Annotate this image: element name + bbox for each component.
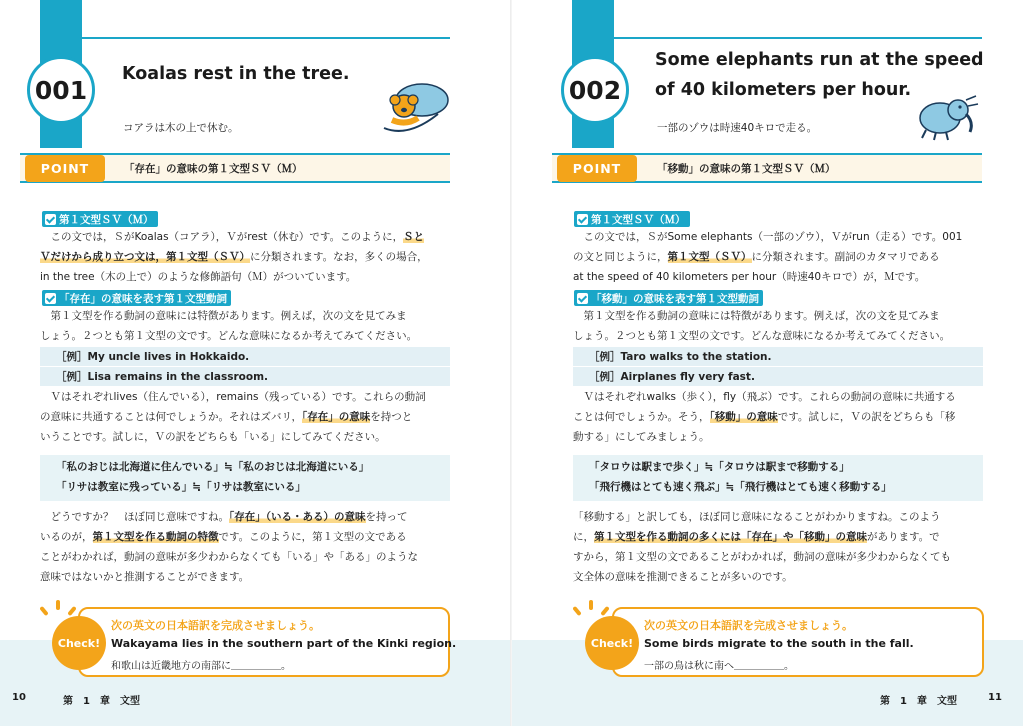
check-english: Some birds migrate to the south in the fall. <box>644 637 914 650</box>
top-rule <box>40 37 450 39</box>
highlight: 「存在」（いる・ある）の意味 <box>229 511 366 523</box>
example-1: ［例］Taro walks to the station. <box>589 351 772 363</box>
right-page <box>512 0 1023 726</box>
chapter-label: 第 1 章 文型 <box>880 696 957 707</box>
highlight: 「移動」の意味 <box>709 411 778 423</box>
checkbox-icon <box>45 214 56 225</box>
point-badge: POINT <box>557 155 637 182</box>
check-japanese: 和歌山は近畿地方の南部に＿＿＿＿＿。 <box>111 661 291 672</box>
body-line: Ｖはそれぞれlives（住んでいる），remains（残っている）です。これらの動詞 <box>40 391 426 403</box>
sentence-title-line-1: Some elephants run at the speed <box>655 50 984 70</box>
body-line <box>40 410 412 424</box>
spark-icon <box>39 606 48 616</box>
spark-icon <box>572 606 581 616</box>
text: の意味に共通することは何でしょうか。それはズバリ， <box>40 411 302 423</box>
body-line: 第１文型を作る動詞の意味には特徴があります。例えば，次の文を見てみま <box>40 310 407 322</box>
koala-illustration <box>378 78 452 138</box>
spark-icon <box>56 600 60 610</box>
spark-icon <box>600 606 609 616</box>
example-2: ［例］Lisa remains in the classroom. <box>56 371 269 383</box>
check-badge: Check! <box>585 616 639 670</box>
text: の文と同じように， <box>573 251 668 263</box>
check-english: Wakayama lies in the southern part of the Kinki region. <box>111 637 457 650</box>
text: ことは何でしょうか。そう， <box>573 411 710 423</box>
point-text: 「移動」の意味の第１文型ＳＶ（Ｍ） <box>657 163 836 175</box>
body-line: しょう。２つとも第１文型の文です。どんな意味になるか考えてみてください。 <box>40 330 418 342</box>
body-line <box>40 510 408 524</box>
text: があります。で <box>867 531 940 543</box>
check-badge: Check! <box>52 616 106 670</box>
comparison-1: 「タロウは駅まで歩く」≒「タロウは駅まで移動する」 <box>589 461 850 473</box>
checkbox-icon <box>45 293 56 304</box>
text: です。このように，第１文型の文である <box>218 531 407 543</box>
body-line <box>573 530 940 544</box>
heading-movement-verbs <box>574 290 763 306</box>
point-badge: POINT <box>25 155 105 182</box>
comparison-2: 「飛行機はとても速く飛ぶ」≒「飛行機はとても速く移動する」 <box>589 481 892 493</box>
body-line: 「移動する」と訳しても，ほぼ同じ意味になることがわかりますね。このよう <box>573 511 941 523</box>
sentence-number: 001 <box>27 56 95 124</box>
body-line <box>40 530 407 544</box>
text: に分類されます。副詞のカタマリである <box>751 251 940 263</box>
body-line: 第１文型を作る動詞の意味には特徴があります。例えば，次の文を見てみま <box>573 310 940 322</box>
checkbox-icon <box>577 214 588 225</box>
heading-sv <box>42 211 158 227</box>
text: を持つと <box>370 411 413 423</box>
text: です。試しに，Ｖの訳をどちらも「移 <box>777 411 956 423</box>
sentence-number: 002 <box>561 56 629 124</box>
heading-sv <box>574 211 690 227</box>
body-line: すから，第１文型の文であることがわかれば，動詞の意味が多少わからなくても <box>573 551 951 563</box>
example-2: ［例］Airplanes fly very fast. <box>589 371 755 383</box>
text: この文では，ＳがKoalas（コアラ），Ｖがrest（休む）です。このように， <box>40 231 404 243</box>
sentence-translation: コアラは木の上で休む。 <box>123 122 239 134</box>
sentence-title-line-2: of 40 kilometers per hour. <box>655 80 912 100</box>
example-1: ［例］My uncle lives in Hokkaido. <box>56 351 250 363</box>
heading-text: 「移動」の意味を表す第１文型動詞 <box>591 292 759 305</box>
left-page <box>0 0 511 726</box>
point-text: 「存在」の意味の第１文型ＳＶ（Ｍ） <box>124 163 303 175</box>
body-line: 意味ではないかと推測することができます。 <box>40 571 250 583</box>
heading-text: 第１文型ＳＶ（Ｍ） <box>591 213 686 226</box>
text: を持って <box>365 511 408 523</box>
highlight: 第１文型を作る動詞の特徴 <box>92 531 219 543</box>
text: に， <box>573 531 594 543</box>
body-line: いうことです。試しに，Ｖの訳をどちらも「いる」にしてみてください。 <box>40 431 386 443</box>
spark-icon <box>67 606 76 616</box>
heading-existence-verbs <box>42 290 231 306</box>
spark-icon <box>589 600 593 610</box>
highlight: Ｖだけから成り立つ文は，第１文型（ＳＶ） <box>40 251 250 263</box>
highlight: 第１文型（ＳＶ） <box>667 251 752 263</box>
sentence-translation: 一部のゾウは時速40キロで走る。 <box>657 122 818 134</box>
body-line: 動する」にしてみましょう。 <box>573 431 710 443</box>
highlight: 「存在」の意味 <box>301 411 371 423</box>
comparison-1: 「私のおじは北海道に住んでいる」≒「私のおじは北海道にいる」 <box>56 461 370 473</box>
body-line: at the speed of 40 kilometers per hour（時速40キロで）が，Ｍです。 <box>573 271 926 283</box>
body-line: in the tree（木の上で）のような修飾語句（Ｍ）がついています。 <box>40 271 357 283</box>
sentence-title: Koalas rest in the tree. <box>122 64 350 84</box>
text: に分類されます。なお，多くの場合， <box>250 251 428 263</box>
check-japanese: 一部の鳥は秋に南へ＿＿＿＿＿。 <box>644 661 794 672</box>
body-line: しょう。２つとも第１文型の文です。どんな意味になるか考えてみてください。 <box>573 330 951 342</box>
chapter-label: 第 1 章 文型 <box>63 696 140 707</box>
body-line: この文では，ＳがSome elephants（一部のゾウ），Ｖがrun（走る）です。001 <box>573 231 963 243</box>
body-line <box>40 250 428 264</box>
body-line <box>40 230 424 244</box>
body-line: ことがわかれば，動詞の意味が多少わからなくても「いる」や「ある」のような <box>40 551 418 563</box>
text: いるのが， <box>40 531 93 543</box>
elephant-illustration <box>912 92 980 142</box>
body-line <box>573 410 955 424</box>
page-number: 10 <box>12 692 26 703</box>
highlight: 第１文型を作る動詞の多くには「存在」や「移動」の意味 <box>594 531 867 543</box>
heading-text: 「存在」の意味を表す第１文型動詞 <box>59 292 227 305</box>
comparison-2: 「リサは教室に残っている」≒「リサは教室にいる」 <box>56 481 306 493</box>
body-line: Ｖはそれぞれwalks（歩く），fly（飛ぶ）です。これらの動詞の意味に共通する <box>573 391 956 403</box>
highlight: Ｓと <box>403 231 425 243</box>
heading-text: 第１文型ＳＶ（Ｍ） <box>59 213 154 226</box>
body-line: 文全体の意味を推測できることが多いのです。 <box>573 571 793 583</box>
page-number: 11 <box>988 692 1002 703</box>
body-line <box>573 250 940 264</box>
check-title: 次の英文の日本語訳を完成させましょう。 <box>111 619 320 632</box>
text: どうですか？ ほぼ同じ意味ですね。 <box>40 511 229 523</box>
check-title: 次の英文の日本語訳を完成させましょう。 <box>644 619 853 632</box>
checkbox-icon <box>577 293 588 304</box>
top-rule <box>572 37 982 39</box>
